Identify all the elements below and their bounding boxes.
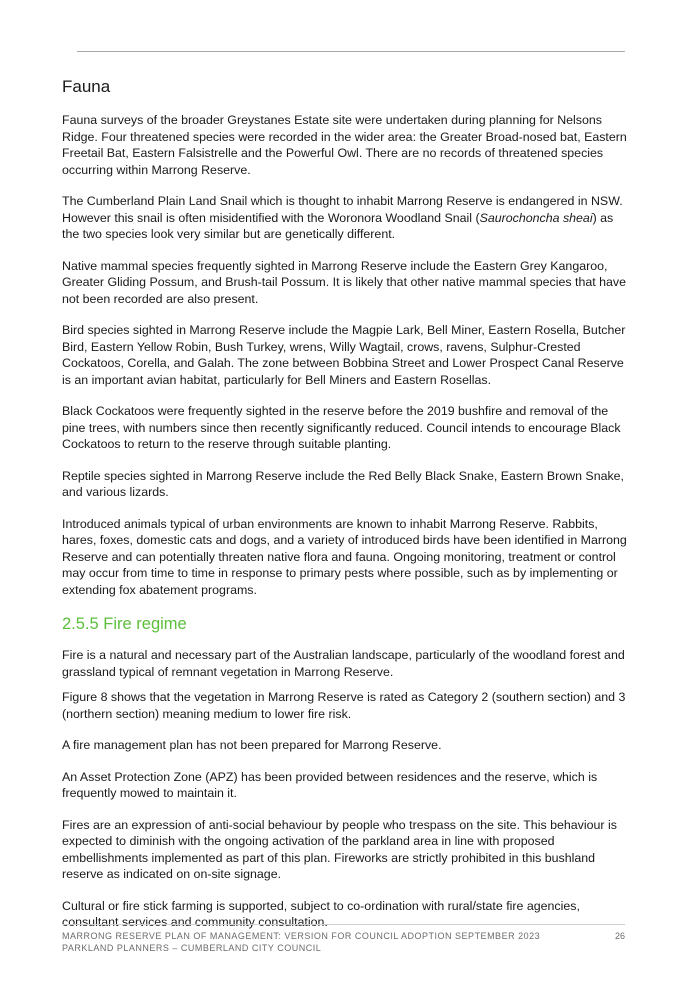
fire-paragraph-3: A fire management plan has not been prepared for Marrong Reserve. — [62, 738, 442, 752]
footer-rule — [62, 924, 625, 925]
snail-text-after: ) as the two species look very similar but are genetically different. — [62, 210, 614, 241]
fauna-paragraph-6: Reptile species sighted in Marrong Reserve include the Red Belly Black Snake, Eastern Brown Snake, and various lizards. — [62, 468, 625, 499]
page-footer — [62, 930, 625, 954]
fauna-paragraph-7: Introduced animals typical of urban environments are known to inhabit Marrong Reserve. Rabbits, hares, foxes, domestic cats and dogs, and a variety of introduced birds have been identified in Marrong Reserve and can potentially threaten native flora and fauna. Ongoing monitoring, treatment or control may occur from time to time in response to primary pests where possible, such as by implementing or extending fox abatement programs. — [62, 516, 627, 597]
fauna-heading: Fauna — [62, 77, 111, 96]
fire-paragraph-2: Figure 8 shows that the vegetation in Marrong Reserve is rated as Category 2 (southern section) and 3 (northern section) meaning medium to lower fire risk. — [62, 690, 626, 721]
species-name-italic: Saurochoncha sheai — [479, 210, 593, 225]
fauna-paragraph-3: Native mammal species frequently sighted in Marrong Reserve include the Eastern Grey Kangaroo, Greater Gliding Possum, and Brush-tail Possum. It is likely that other native mammal species that have not been recorded are also present. — [62, 258, 627, 306]
header-rule — [77, 51, 625, 52]
fauna-paragraph-2 — [62, 193, 632, 243]
fire-paragraph-4: An Asset Protection Zone (APZ) has been provided between residences and the reserve, which is frequently mowed to maintain it. — [62, 769, 598, 800]
fauna-paragraph-1: Fauna surveys of the broader Greystanes Estate site were undertaken during planning for Nelsons Ridge. Four threatened species were recorded in the wider area: the Greater Broad-nosed bat, Eastern Freetail Bat, Eastern Falsistrelle and the Powerful Owl. There are no records of threatened species occurring within Marrong Reserve. — [62, 113, 627, 177]
fire-paragraph-5: Fires are an expression of anti-social behaviour by people who trespass on the site. This behaviour is expected to diminish with the ongoing activation of the parkland area in line with proposed embellishments implemented as part of this plan. Fireworks are strictly prohibited in this bushland reserve as indicated on on-site signage. — [62, 817, 617, 881]
fire-paragraph-1: Fire is a natural and necessary part of the Australian landscape, particularly of the woodland forest and grassland typical of remnant vegetation in Marrong Reserve. — [62, 648, 625, 679]
fire-paragraph-6: Cultural or fire stick farming is supported, subject to co-ordination with rural/state fire agencies, consultant services and community consultation. — [62, 898, 580, 929]
page-number: 26 — [614, 931, 625, 941]
page-content — [62, 76, 632, 946]
fire-regime-heading: 2.5.5 Fire regime — [62, 615, 187, 633]
footer-document-title: MARRONG RESERVE PLAN OF MANAGEMENT: VERSION FOR COUNCIL ADOPTION SEPTEMBER 2023 — [62, 931, 541, 941]
footer-author: PARKLAND PLANNERS – CUMBERLAND CITY COUNCIL — [62, 943, 322, 953]
fauna-paragraph-5: Black Cockatoos were frequently sighted in the reserve before the 2019 bushfire and removal of the pine trees, with numbers since then recently significantly reduced. Council intends to encourage Black Cockatoos to return to the reserve through suitable planting. — [62, 404, 621, 451]
fauna-paragraph-4: Bird species sighted in Marrong Reserve include the Magpie Lark, Bell Miner, Eastern Rosella, Butcher Bird, Eastern Yellow Robin, Bush Turkey, wrens, Willy Wagtail, crows, ravens, Sulphur-Crested Cockatoos, Corella, and Galah. The zone between Bobbina Street and Lower Prospect Canal Reserve is an important avian habitat, particularly for Bell Miners and Eastern Rosellas. — [62, 323, 626, 387]
snail-text-before: The Cumberland Plain Land Snail which is thought to inhabit Marrong Reserve is endangered in NSW. However this snail is often misidentified with the Woronora Woodland Snail ( — [62, 194, 623, 225]
